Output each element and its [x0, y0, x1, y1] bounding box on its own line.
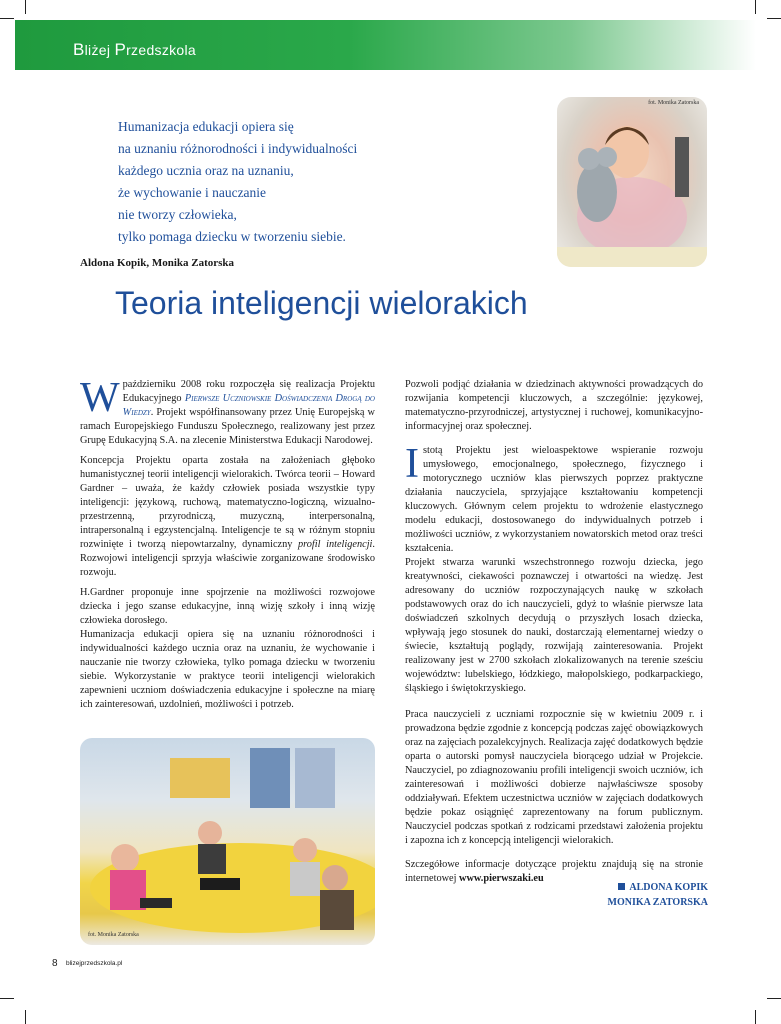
page-number: 8 — [52, 958, 58, 969]
photo-illustration — [557, 97, 707, 267]
photo-classroom — [80, 738, 375, 945]
drop-cap: W — [80, 375, 120, 421]
left-column — [80, 375, 375, 718]
paragraph: W październiku 2008 roku rozpoczęła się realizacja Projektu Edukacyjnego Pierwsze Uczniowskie Doświadczenia Drogą do Wiedzy. Projekt współfinansowany przez Unię Europejską w ramach Europejskiego Funduszu Społecznego, realizowany jest przez Grupę Edukacyjną S.A. na zlecenie Ministerstwa Edukacji Narodowej. — [80, 375, 375, 446]
crop-mark — [755, 0, 756, 14]
footer-url: blizejprzedszkola.pl — [66, 960, 123, 967]
article-title: Teoria inteligencji wielorakich — [115, 285, 528, 321]
square-bullet-icon — [618, 883, 625, 890]
article-authors: Aldona Kopik, Monika Zatorska — [80, 257, 235, 269]
intro-line: Humanizacja edukacji opiera się — [118, 119, 294, 134]
photo-illustration — [80, 738, 375, 945]
intro-line: tylko pomaga dziecku w tworzeniu siebie. — [118, 229, 346, 244]
crop-mark — [0, 998, 14, 999]
paragraph: Szczegółowe informacje dotyczące projektu znajdują się na stronie internetowej www.pierwszaki.eu — [405, 859, 703, 884]
paragraph: Koncepcja Projektu oparta została na założeniach głęboko humanistycznej teorii inteligencji wielorakich. Twórca teorii – Howard Gardner – uważa, że każdy człowiek posiada wszystkie typy inteligencji: językową, ruchową, matematyczno-logiczną, wizualno-przestrzenną, przyrodniczą, muzyczną, interpersonalną, intrapersonalną i egzystencjalną. Inteligencje te są w różnym stopniu rozwinięte i tworzą niepowtarzalny, dynamiczny profil inteligencji. Rozwojowi inteligencji sprzyja właściwie zorganizowane środowisko rozwoju. — [80, 455, 375, 578]
paragraph: Praca nauczycieli z uczniami rozpocznie się w kwietniu 2009 r. i prowadzona będzie zgodnie z koncepcją podczas zajęć obowiązkowych oraz na zajęciach pozalekcyjnych. Realizacja zajęć dodatkowych będzie oparta o autorski pomysł nauczyciela biorącego udział w Projekcie. Nauczyciel, po zdiagnozowaniu profili inteligencji swoich uczniów, ich zainteresowań i możliwości dobierze najwłaściwsze sposoby oddziaływań. Efektem uczestnictwa uczniów w zajęciach dodatkowych będzie pokaz osiągnięć zaprezentowany na forum publicznym. Nauczyciel podczas spotkań z rodzicami przedstawi założenia projektu i zapozna ich z koncepcją inteligencji wielorakich. — [405, 709, 703, 846]
paragraph: Humanizacja edukacji opiera się na uznaniu różnorodności i indywidualności każdego ucznia oraz na uznaniu, że wychowanie i nauczanie nie tworzy człowieka, tylko pomaga dziecku w tworzeniu siebie. Wykorzystanie w praktyce teorii inteligencji wielorakich zapewnieni uczniom doświadczenia edukacyjne i społeczne na miarę ich zainteresowań, uzdolnień, możliwości i potrzeb. — [80, 629, 375, 710]
intro-line: na uznaniu różnorodności i indywidualności — [118, 141, 358, 156]
project-name: Pierwsze Uczniowskie Doświadczenia Drogą do Wiedzy — [122, 393, 375, 418]
drop-cap: I — [405, 441, 419, 487]
photo-girl-with-mouse — [557, 97, 707, 267]
crop-mark — [767, 998, 781, 999]
paragraph: Projekt stwarza warunki wszechstronnego rozwoju dziecka, jego kreatywności, ciekawości poznawczej i otwartości na wiedzę. Jest adresowany do uczniów rozpoczynających naukę w szkołach podstawowych oraz do ich nauczycieli, gdyż to właśnie pierwsze lata doświadczeń szkolnych decydują o przyszłych losach dziecka, wpływają jego stosunek do nauki, dostarczają elementarnej wiedzy o świecie, kształtują poglądy, rozwijają zainteresowania. Projekt realizowany jest w 2700 szkołach zlokalizowanych na terenie sześciu województw: lubelskiego, łódzkiego, małopolskiego, podkarpackiego, śląskiego i świętokrzyskiego. — [405, 557, 703, 694]
intro-quote — [118, 116, 357, 248]
intro-line: nie tworzy człowieka, — [118, 207, 237, 222]
crop-mark — [25, 1010, 26, 1024]
intro-line: każdego ucznia oraz na uznaniu, — [118, 163, 294, 178]
crop-mark — [25, 0, 26, 14]
crop-mark — [0, 18, 14, 19]
photo-caption: fot. Monika Zatorska — [648, 100, 699, 106]
intro-line: że wychowanie i nauczanie — [118, 185, 267, 200]
photo-caption: fot. Monika Zatorska — [88, 932, 139, 938]
paragraph: Pozwoli podjąć działania w dziedzinach aktywności prowadzących do rozwijania kompetencji kluczowych, a szczególnie: językowej, matematyczno-przyrodniczej, artystycznej i ruchowej, komunikacyjno-informacyjnej oraz społecznej. — [405, 379, 703, 432]
crop-mark — [767, 18, 781, 19]
paragraph: Istotą Projektu jest wieloaspektowe wspieranie rozwoju umysłowego, emocjonalnego, społecznego, fizycznego i motorycznego uczniów klas pierwszych poprzez praktyczne działania nauczyciela, sprzyjające kształtowaniu kompetencji kluczowych. Głównym celem projektu to wdrożenie elastycznego modelu edukacji, dostosowanego do indywidualnych potrzeb i możliwości uczniów, z wykorzystaniem nowatorskich metod oraz treści kształcenia. — [405, 441, 703, 554]
right-column — [405, 378, 703, 892]
crop-mark — [755, 1010, 756, 1024]
paragraph: H.Gardner proponuje inne spojrzenie na możliwości rozwojowe dziecka i jego szanse edukacyjne, inną wizję szkoły i inną wizję człowieka dorosłego. — [80, 587, 375, 626]
website-link[interactable]: www.pierwszaki.eu — [459, 873, 544, 884]
section-title: Bliżej Przedszkola — [73, 40, 197, 59]
author-signature: ALDONA KOPIK MONIKA ZATORSKA — [607, 882, 708, 908]
